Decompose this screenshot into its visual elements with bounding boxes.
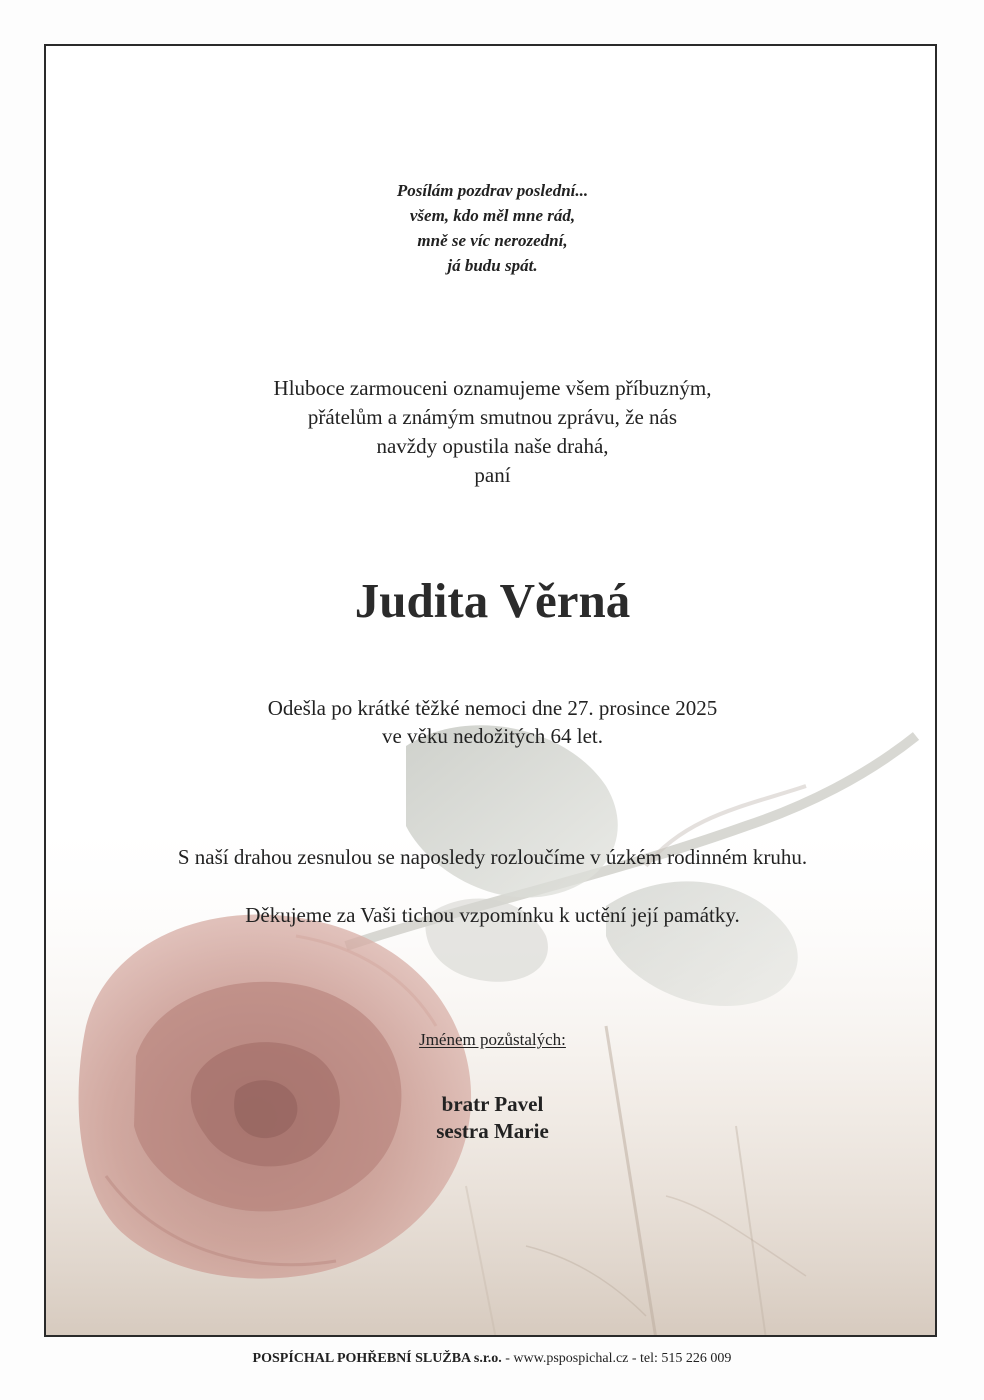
funeral-company-name: POSPÍCHAL POHŘEBNÍ SLUŽBA s.r.o. bbox=[252, 1351, 502, 1366]
notice-frame bbox=[44, 44, 937, 1337]
death-notice-line: Odešla po krátké těžké nemoci dne 27. prosince 2025 bbox=[267, 696, 718, 720]
survivors-heading-text: Jménem pozůstalých: bbox=[419, 1030, 566, 1049]
announcement-line: navždy opustila naše drahá, bbox=[376, 434, 609, 458]
deceased-name: Judita Věrná bbox=[354, 573, 631, 628]
notice-content bbox=[46, 46, 937, 1337]
announcement-line: přátelům a známým smutnou zprávu, že nás bbox=[307, 405, 678, 429]
survivor-name: bratr Pavel bbox=[441, 1092, 544, 1116]
verse-line: všem, kdo měl mne rád, bbox=[409, 206, 576, 225]
verse-line: mně se víc nerozední, bbox=[417, 231, 568, 250]
farewell-verse bbox=[46, 178, 937, 278]
announcement-text bbox=[46, 374, 937, 490]
death-notice-line: ve věku nedožitých 64 let. bbox=[381, 724, 603, 748]
verse-line: já budu spát. bbox=[447, 256, 538, 275]
survivor-name: sestra Marie bbox=[436, 1119, 549, 1143]
death-notice bbox=[46, 694, 937, 750]
verse-line: Posílám pozdrav poslední... bbox=[396, 181, 589, 200]
announcement-line: Hluboce zarmouceni oznamujeme všem příbuzným, bbox=[273, 376, 712, 400]
announcement-line: paní bbox=[474, 463, 511, 487]
survivors-heading bbox=[46, 1028, 937, 1052]
funeral-company-contact: - www.pspospichal.cz - tel: 515 226 009 bbox=[501, 1351, 732, 1366]
survivors-list bbox=[46, 1091, 937, 1145]
thanks-text: Děkujeme za Vaši tichou vzpomínku k uctění její památky. bbox=[245, 903, 740, 927]
farewell-ceremony-text: S naší drahou zesnulou se naposledy rozloučíme v úzkém rodinném kruhu. bbox=[177, 845, 808, 869]
funeral-service-footer bbox=[0, 1349, 984, 1369]
